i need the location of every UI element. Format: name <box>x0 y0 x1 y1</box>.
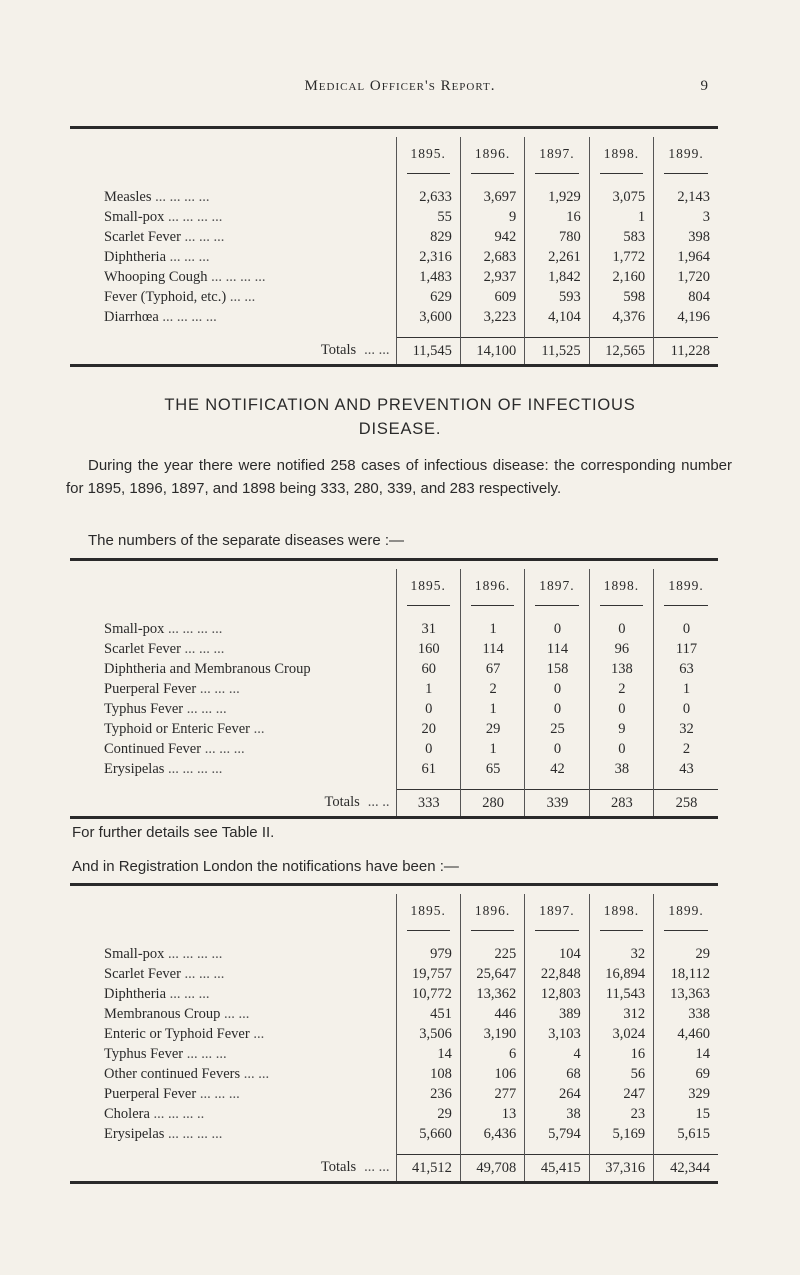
cell-value: 56 <box>589 1064 653 1084</box>
leader-dots: ... ... ... <box>184 966 225 982</box>
cell-value: 0 <box>589 739 653 759</box>
row-label <box>70 1004 396 1024</box>
cell-value: 117 <box>654 639 718 659</box>
cell-value: 593 <box>525 287 589 307</box>
cell-value: 1 <box>589 207 653 227</box>
cell-value: 609 <box>460 287 524 307</box>
leader-dots: ... ... <box>364 342 390 359</box>
row-label <box>70 759 396 779</box>
cell-value: 247 <box>589 1084 653 1104</box>
cell-value: 1 <box>654 679 718 699</box>
cell-value: 0 <box>589 619 653 639</box>
cell-value: 3,697 <box>460 187 524 207</box>
disease-name: Scarlet Fever <box>104 966 181 982</box>
cell-value: 104 <box>525 944 589 964</box>
cell-value: 3,024 <box>589 1024 653 1044</box>
cell-value: 11,543 <box>589 984 653 1004</box>
table-row <box>70 1044 718 1064</box>
cell-value: 16 <box>589 1044 653 1064</box>
table-row <box>70 207 718 227</box>
cell-value: 1,772 <box>589 247 653 267</box>
cell-value: 160 <box>396 639 460 659</box>
cell-value: 29 <box>396 1104 460 1124</box>
cell-value: 67 <box>460 659 524 679</box>
cell-value: 32 <box>589 944 653 964</box>
leader-dots: ... ... <box>243 1066 270 1082</box>
table-row <box>70 1004 718 1024</box>
disease-name: Cholera <box>104 1106 150 1122</box>
cell-value: 2 <box>589 679 653 699</box>
table-row <box>70 679 718 699</box>
leader-dots: ... .. <box>367 794 390 811</box>
cell-value: 0 <box>654 619 718 639</box>
leader-dots: ... ... ... <box>169 986 210 1002</box>
row-label <box>70 247 396 267</box>
year-header: 1895. <box>396 894 460 928</box>
cell-value: 2,633 <box>396 187 460 207</box>
cell-value: 598 <box>589 287 653 307</box>
cell-value: 14 <box>654 1044 718 1064</box>
cell-value: 16,894 <box>589 964 653 984</box>
cell-value: 4 <box>525 1044 589 1064</box>
row-label <box>70 739 396 759</box>
disease-name: Erysipelas <box>104 761 165 777</box>
leader-dots: ... ... ... ... <box>211 269 266 285</box>
leader-dots: ... ... ... <box>186 701 227 717</box>
section-heading: THE NOTIFICATION AND PREVENTION OF INFECTIOUS DISEASE. <box>164 396 636 438</box>
row-label <box>70 287 396 307</box>
row-label <box>70 207 396 227</box>
cell-value: 225 <box>460 944 524 964</box>
cell-value: 4,376 <box>589 307 653 327</box>
cell-value: 2,937 <box>460 267 524 287</box>
cell-value: 446 <box>460 1004 524 1024</box>
year-header: 1898. <box>589 137 653 171</box>
row-label <box>70 964 396 984</box>
year-header: 1899. <box>654 569 718 603</box>
cell-value: 106 <box>460 1064 524 1084</box>
cell-value: 2 <box>654 739 718 759</box>
cell-value: 29 <box>654 944 718 964</box>
year-header: 1898. <box>589 569 653 603</box>
cell-value: 0 <box>396 699 460 719</box>
disease-name: Diphtheria and Membranous Croup <box>104 661 311 677</box>
disease-name: Fever (Typhoid, etc.) <box>104 289 227 305</box>
summary-paragraph: During the year there were notified 258 cases of infectious disease: the corresponding number for 1895, 1896, 1897, and 1898 being 333, 280, 339, and 283 respectively. <box>66 457 732 497</box>
row-label <box>70 1024 396 1044</box>
cell-value: 3,103 <box>525 1024 589 1044</box>
cell-value: 114 <box>525 639 589 659</box>
cell-value: 277 <box>460 1084 524 1104</box>
cell-value: 3,223 <box>460 307 524 327</box>
disease-name: Typhus Fever <box>104 1046 184 1062</box>
table-row <box>70 639 718 659</box>
row-label <box>70 267 396 287</box>
cell-value: 25,647 <box>460 964 524 984</box>
cell-value: 63 <box>654 659 718 679</box>
cell-value: 389 <box>525 1004 589 1024</box>
leader-dots: ... ... ... <box>184 229 225 245</box>
cell-value: 61 <box>396 759 460 779</box>
disease-name: Diphtheria <box>104 986 167 1002</box>
cell-value: 0 <box>525 739 589 759</box>
cell-value: 12,803 <box>525 984 589 1004</box>
table-row <box>70 1064 718 1084</box>
table-header-row <box>70 894 718 928</box>
year-header: 1898. <box>589 894 653 928</box>
year-header: 1896. <box>460 894 524 928</box>
table-header-row <box>70 569 718 603</box>
year-header: 1896. <box>460 137 524 171</box>
disease-name: Puerperal Fever <box>104 1086 197 1102</box>
cell-value: 2 <box>460 679 524 699</box>
leader-dots: ... ... ... ... <box>162 309 217 325</box>
row-label <box>70 699 396 719</box>
row-label <box>70 679 396 699</box>
total-value: 11,228 <box>654 338 718 366</box>
table2-note: For further details see Table II. <box>72 824 275 841</box>
year-header: 1897. <box>525 137 589 171</box>
cell-value: 69 <box>654 1064 718 1084</box>
year-header: 1899. <box>654 894 718 928</box>
row-label <box>70 659 396 679</box>
leader-dots: ... ... ... ... <box>168 621 223 637</box>
cell-value: 9 <box>460 207 524 227</box>
leader-dots: ... ... ... <box>184 641 225 657</box>
cell-value: 38 <box>525 1104 589 1124</box>
cell-value: 629 <box>396 287 460 307</box>
table-row <box>70 984 718 1004</box>
table-row <box>70 739 718 759</box>
leader-dots: ... ... ... ... <box>168 1126 223 1142</box>
cell-value: 9 <box>589 719 653 739</box>
row-label <box>70 1124 396 1144</box>
totals-row <box>70 338 718 366</box>
page-header <box>0 78 800 102</box>
leader-dots: ... ... ... ... <box>168 761 223 777</box>
disease-name: Membranous Croup <box>104 1006 221 1022</box>
table-header-row <box>70 137 718 171</box>
total-value: 14,100 <box>460 338 524 366</box>
cell-value: 2,683 <box>460 247 524 267</box>
disease-name: Typhoid or Enteric Fever <box>104 721 250 737</box>
cell-value: 114 <box>460 639 524 659</box>
cell-value: 312 <box>589 1004 653 1024</box>
cell-value: 13 <box>460 1104 524 1124</box>
cell-value: 3,600 <box>396 307 460 327</box>
cell-value: 3,506 <box>396 1024 460 1044</box>
leader-dots: ... <box>253 1026 265 1042</box>
cell-value: 25 <box>525 719 589 739</box>
cell-value: 20 <box>396 719 460 739</box>
cell-value: 979 <box>396 944 460 964</box>
table-row <box>70 287 718 307</box>
cell-value: 19,757 <box>396 964 460 984</box>
cell-value: 780 <box>525 227 589 247</box>
table-row <box>70 1024 718 1044</box>
cell-value: 1 <box>460 739 524 759</box>
disease-name: Other continued Fevers <box>104 1066 241 1082</box>
total-value: 339 <box>525 790 589 818</box>
leader-dots: ... ... ... ... <box>155 189 210 205</box>
table-row <box>70 719 718 739</box>
cell-value: 1,720 <box>654 267 718 287</box>
disease-name: Erysipelas <box>104 1126 165 1142</box>
totals-row <box>70 790 718 818</box>
table-row <box>70 659 718 679</box>
year-header: 1897. <box>525 569 589 603</box>
table2-intro: The numbers of the separate diseases were :— <box>88 532 404 549</box>
cell-value: 38 <box>589 759 653 779</box>
cell-value: 16 <box>525 207 589 227</box>
cell-value: 55 <box>396 207 460 227</box>
disease-name: Measles <box>104 189 152 205</box>
table-row <box>70 247 718 267</box>
cell-value: 4,196 <box>654 307 718 327</box>
cell-value: 804 <box>654 287 718 307</box>
cell-value: 1,964 <box>654 247 718 267</box>
leader-dots: ... ... ... <box>169 249 210 265</box>
cell-value: 138 <box>589 659 653 679</box>
cell-value: 96 <box>589 639 653 659</box>
cell-value: 18,112 <box>654 964 718 984</box>
leader-dots: ... ... ... ... <box>168 946 223 962</box>
cell-value: 6,436 <box>460 1124 524 1144</box>
cell-value: 2,261 <box>525 247 589 267</box>
leader-dots: ... ... ... <box>199 681 240 697</box>
cell-value: 29 <box>460 719 524 739</box>
leader-dots: ... ... ... ... <box>168 209 223 225</box>
cell-value: 31 <box>396 619 460 639</box>
total-value: 333 <box>396 790 460 818</box>
cell-value: 2,316 <box>396 247 460 267</box>
disease-name: Diphtheria <box>104 249 167 265</box>
table-row <box>70 307 718 327</box>
disease-name: Scarlet Fever <box>104 229 181 245</box>
cell-value: 32 <box>654 719 718 739</box>
cell-value: 13,363 <box>654 984 718 1004</box>
cell-value: 0 <box>525 699 589 719</box>
table3-intro: And in Registration London the notifications have been :— <box>72 858 459 875</box>
cell-value: 108 <box>396 1064 460 1084</box>
total-value: 12,565 <box>589 338 653 366</box>
table-row <box>70 699 718 719</box>
cell-value: 1,929 <box>525 187 589 207</box>
totals-label: Totals ... ... <box>320 342 390 359</box>
cell-value: 329 <box>654 1084 718 1104</box>
table-row <box>70 187 718 207</box>
cell-value: 2,143 <box>654 187 718 207</box>
cell-value: 338 <box>654 1004 718 1024</box>
cell-value: 4,460 <box>654 1024 718 1044</box>
cell-value: 1 <box>460 619 524 639</box>
row-label <box>70 307 396 327</box>
row-label <box>70 639 396 659</box>
cell-value: 583 <box>589 227 653 247</box>
disease-name: Small-pox <box>104 209 165 225</box>
disease-name: Whooping Cough <box>104 269 208 285</box>
cell-value: 5,615 <box>654 1124 718 1144</box>
cell-value: 15 <box>654 1104 718 1124</box>
disease-name: Small-pox <box>104 946 165 962</box>
cell-value: 6 <box>460 1044 524 1064</box>
leader-dots: ... ... ... <box>199 1086 240 1102</box>
leader-dots: ... <box>253 721 265 737</box>
cell-value: 14 <box>396 1044 460 1064</box>
cell-value: 3,075 <box>589 187 653 207</box>
year-header: 1895. <box>396 569 460 603</box>
cell-value: 3,190 <box>460 1024 524 1044</box>
cell-value: 1,842 <box>525 267 589 287</box>
cell-value: 264 <box>525 1084 589 1104</box>
total-value: 42,344 <box>654 1155 718 1183</box>
table-cases-by-disease <box>70 126 718 367</box>
cell-value: 236 <box>396 1084 460 1104</box>
table-registration-london <box>70 883 718 1184</box>
cell-value: 398 <box>654 227 718 247</box>
cell-value: 1,483 <box>396 267 460 287</box>
leader-dots: ... ... <box>229 289 256 305</box>
year-header: 1896. <box>460 569 524 603</box>
cell-value: 42 <box>525 759 589 779</box>
totals-row <box>70 1155 718 1183</box>
cell-value: 942 <box>460 227 524 247</box>
disease-name: Puerperal Fever <box>104 681 197 697</box>
cell-value: 1 <box>460 699 524 719</box>
leader-dots: ... ... ... <box>204 741 245 757</box>
cell-value: 0 <box>396 739 460 759</box>
running-title: Medical Officer's Report. <box>304 78 496 94</box>
disease-name: Enteric or Typhoid Fever <box>104 1026 250 1042</box>
total-value: 37,316 <box>589 1155 653 1183</box>
disease-name: Diarrhœa <box>104 309 159 325</box>
leader-dots: ... ... ... <box>186 1046 227 1062</box>
table-row <box>70 1084 718 1104</box>
page-number: 9 <box>700 78 708 94</box>
table-row <box>70 1124 718 1144</box>
row-label <box>70 719 396 739</box>
cell-value: 23 <box>589 1104 653 1124</box>
cell-value: 5,169 <box>589 1124 653 1144</box>
year-header: 1897. <box>525 894 589 928</box>
total-value: 283 <box>589 790 653 818</box>
cell-value: 158 <box>525 659 589 679</box>
disease-name: Typhus Fever <box>104 701 184 717</box>
row-label <box>70 619 396 639</box>
total-value: 280 <box>460 790 524 818</box>
cell-value: 0 <box>525 619 589 639</box>
cell-value: 13,362 <box>460 984 524 1004</box>
table-row <box>70 619 718 639</box>
cell-value: 451 <box>396 1004 460 1024</box>
total-value: 11,525 <box>525 338 589 366</box>
cell-value: 829 <box>396 227 460 247</box>
row-label <box>70 1064 396 1084</box>
cell-value: 5,660 <box>396 1124 460 1144</box>
cell-value: 22,848 <box>525 964 589 984</box>
cell-value: 43 <box>654 759 718 779</box>
year-header: 1899. <box>654 137 718 171</box>
cell-value: 68 <box>525 1064 589 1084</box>
disease-name: Scarlet Fever <box>104 641 181 657</box>
table-row <box>70 267 718 287</box>
cell-value: 0 <box>589 699 653 719</box>
disease-name: Continued Fever <box>104 741 202 757</box>
cell-value: 5,794 <box>525 1124 589 1144</box>
leader-dots: ... ... ... .. <box>153 1106 205 1122</box>
table-row <box>70 964 718 984</box>
cell-value: 2,160 <box>589 267 653 287</box>
table-row <box>70 227 718 247</box>
totals-label: Totals ... .. <box>324 794 390 811</box>
cell-value: 60 <box>396 659 460 679</box>
cell-value: 1 <box>396 679 460 699</box>
row-label <box>70 984 396 1004</box>
disease-name: Small-pox <box>104 621 165 637</box>
totals-label: Totals ... ... <box>320 1159 390 1176</box>
year-header: 1895. <box>396 137 460 171</box>
cell-value: 4,104 <box>525 307 589 327</box>
total-value: 258 <box>654 790 718 818</box>
cell-value: 0 <box>654 699 718 719</box>
table-row <box>70 759 718 779</box>
cell-value: 3 <box>654 207 718 227</box>
table-row <box>70 944 718 964</box>
leader-dots: ... ... <box>224 1006 250 1022</box>
cell-value: 10,772 <box>396 984 460 1004</box>
row-label <box>70 227 396 247</box>
table-separate-diseases <box>70 558 718 819</box>
total-value: 49,708 <box>460 1155 524 1183</box>
row-label <box>70 187 396 207</box>
cell-value: 0 <box>525 679 589 699</box>
row-label <box>70 1044 396 1064</box>
row-label <box>70 1104 396 1124</box>
table-row <box>70 1104 718 1124</box>
row-label <box>70 944 396 964</box>
row-label <box>70 1084 396 1104</box>
total-value: 11,545 <box>396 338 460 366</box>
total-value: 41,512 <box>396 1155 460 1183</box>
leader-dots: ... ... <box>364 1159 390 1176</box>
cell-value: 65 <box>460 759 524 779</box>
total-value: 45,415 <box>525 1155 589 1183</box>
